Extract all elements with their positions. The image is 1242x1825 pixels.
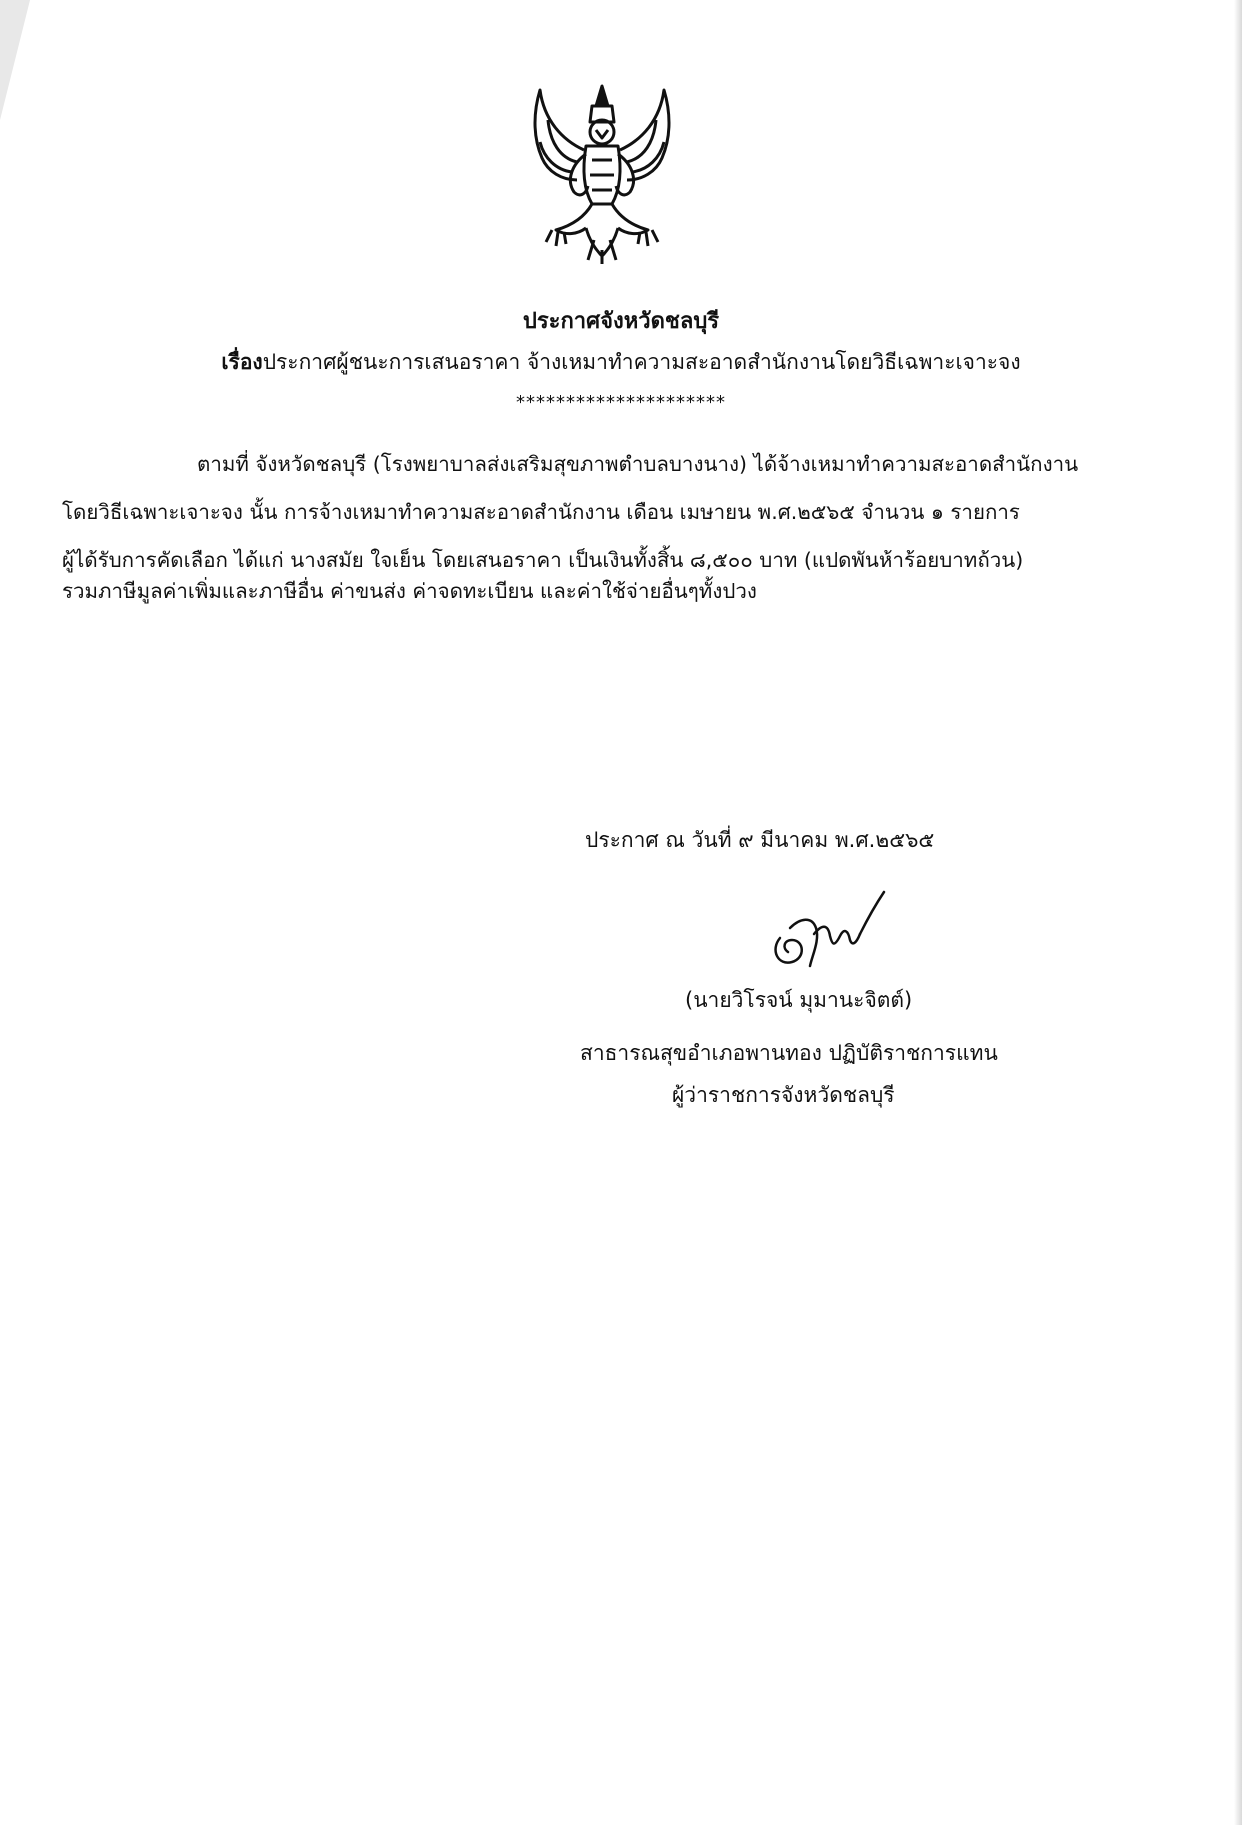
page-edge-shadow bbox=[1234, 0, 1242, 1825]
document-title: ประกาศจังหวัดชลบุรี bbox=[522, 309, 720, 334]
announcement-date: ประกาศ ณ วันที่ ๙ มีนาคม พ.ศ.๒๕๖๕ bbox=[585, 828, 935, 852]
body-line-1: ตามที่ จังหวัดชลบุรี (โรงพยาบาลส่งเสริมสุขภาพตำบลบางนาง) ได้จ้างเหมาทำความสะอาดสำนักงาน bbox=[197, 452, 1079, 476]
document-subject bbox=[0, 347, 1242, 377]
handwritten-signature bbox=[760, 888, 900, 973]
page-corner-shadow bbox=[0, 0, 30, 120]
signatory-position-1: สาธารณสุขอำเภอพานทอง ปฏิบัติราชการแทน bbox=[580, 1041, 998, 1065]
subject-text: ประกาศผู้ชนะการเสนอราคา จ้างเหมาทำความสะอาดสำนักงานโดยวิธีเฉพาะเจาะจง bbox=[262, 350, 1021, 374]
separator-stars: ********************* bbox=[516, 392, 726, 413]
body-line-4: รวมภาษีมูลค่าเพิ่มและภาษีอื่น ค่าขนส่ง ค่าจดทะเบียน และค่าใช้จ่ายอื่นๆทั้งปวง bbox=[62, 579, 757, 603]
subject-label: เรื่อง bbox=[221, 350, 263, 374]
body-line-3: ผู้ได้รับการคัดเลือก ได้แก่ นางสมัย ใจเย็น โดยเสนอราคา เป็นเงินทั้งสิ้น ๘,๕๐๐ บาท (แปดพันห้าร้อยบาทถ้วน) bbox=[62, 548, 1024, 572]
body-line-2: โดยวิธีเฉพาะเจาะจง นั้น การจ้างเหมาทำความสะอาดสำนักงาน เดือน เมษายน พ.ศ.๒๕๖๕ จำนวน ๑ รายการ bbox=[62, 500, 1020, 524]
garuda-emblem-icon bbox=[522, 80, 682, 265]
signatory-position-2: ผู้ว่าราชการจังหวัดชลบุรี bbox=[672, 1083, 895, 1107]
signatory-name: (นายวิโรจน์ มุมานะจิตต์) bbox=[685, 988, 913, 1012]
